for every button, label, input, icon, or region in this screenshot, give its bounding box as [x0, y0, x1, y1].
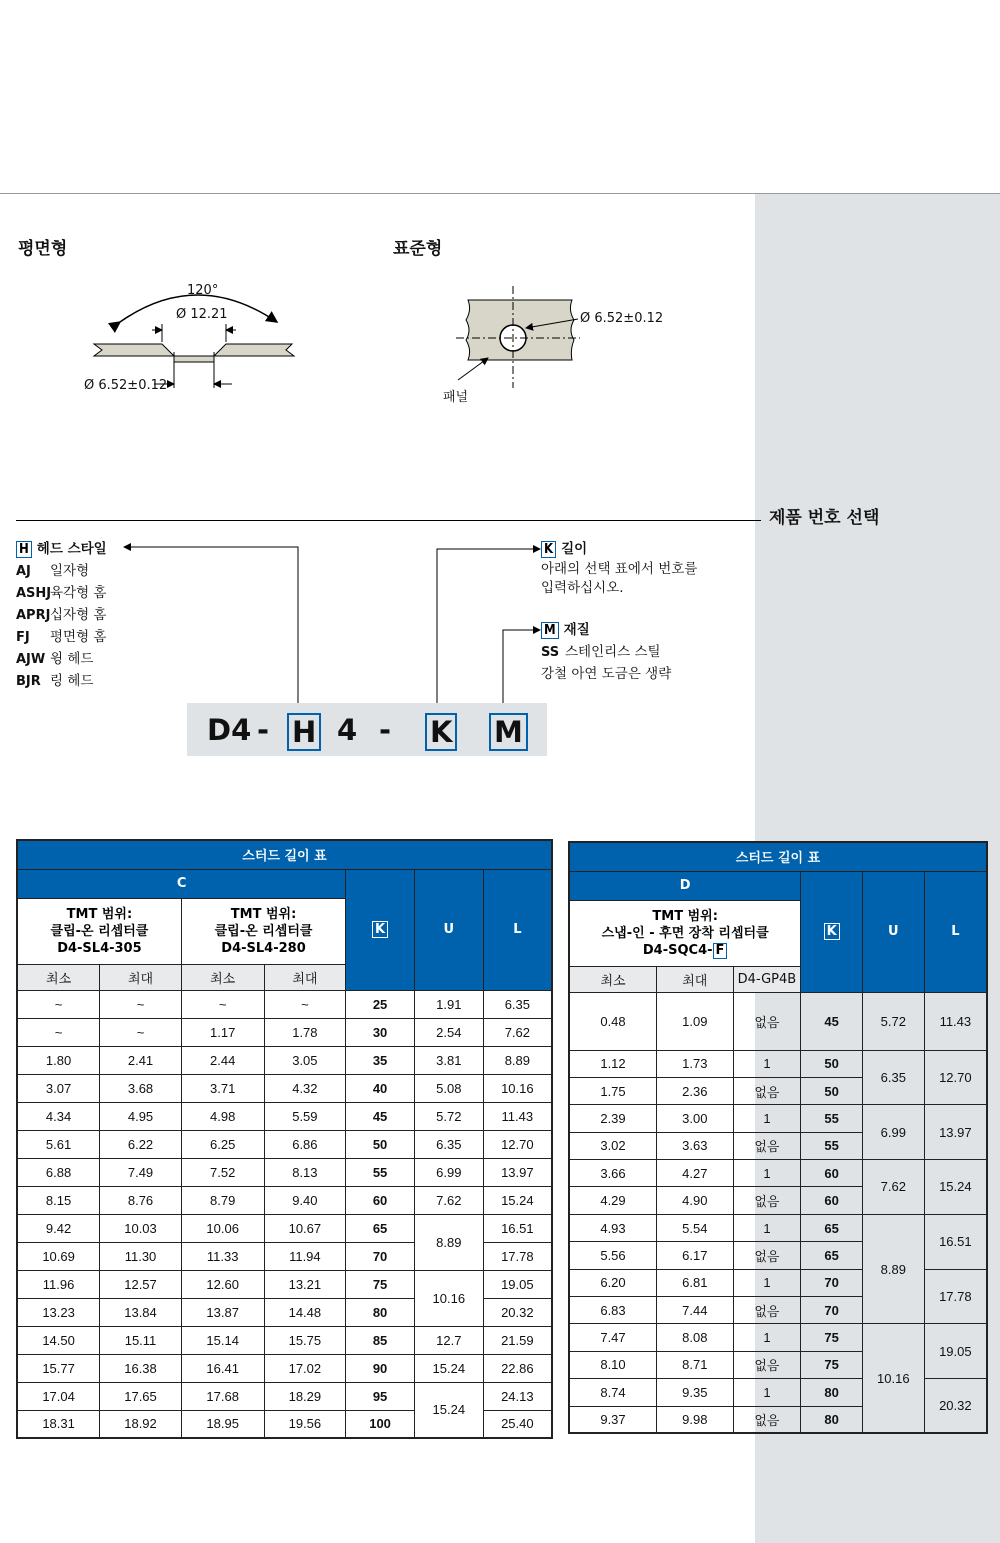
table-cell: 80 — [801, 1379, 863, 1406]
table-cell: 2.36 — [657, 1077, 734, 1104]
material-title: 재질 — [563, 622, 590, 638]
table-c-u-header: U — [414, 869, 483, 990]
table-row — [17, 1382, 552, 1410]
table-cell: 5.59 — [264, 1102, 346, 1130]
table-cell: 45 — [801, 992, 863, 1050]
table-row — [569, 992, 987, 1050]
table-row — [17, 1130, 552, 1158]
table-cell: 8.79 — [181, 1186, 264, 1214]
table-cell: 17.04 — [17, 1382, 100, 1410]
standard-diameter-label: Ø 6.52±0.12 — [580, 311, 664, 326]
table-cell: 15.24 — [414, 1354, 483, 1382]
length-desc: 입력하십시오. — [541, 580, 624, 596]
pn-material-box: M — [489, 713, 528, 751]
head-option: BJR 링 헤드 — [16, 673, 94, 689]
table-cell: 11.43 — [483, 1102, 552, 1130]
table-cell: 15.24 — [483, 1186, 552, 1214]
table-cell: 9.98 — [657, 1406, 734, 1433]
table-cell: 19.05 — [924, 1324, 987, 1379]
table-cell: 6.81 — [657, 1269, 734, 1296]
table-cell: 11.94 — [264, 1242, 346, 1270]
table-cell: 13.84 — [100, 1298, 182, 1326]
table-cell: 8.89 — [483, 1046, 552, 1074]
table-cell: 19.56 — [264, 1410, 346, 1438]
table-row — [17, 1326, 552, 1354]
table-cell: 1 — [733, 1214, 801, 1241]
table-d-min: 최소 — [569, 966, 657, 992]
table-cell: 5.54 — [657, 1214, 734, 1241]
table-cell: 16.38 — [100, 1354, 182, 1382]
table-cell: 60 — [801, 1187, 863, 1214]
table-cell: 24.13 — [483, 1382, 552, 1410]
table-row — [17, 1102, 552, 1130]
table-cell: 4.93 — [569, 1214, 657, 1241]
table-cell: 없음 — [733, 1132, 801, 1159]
table-cell: 20.32 — [924, 1379, 987, 1434]
table-cell: 4.98 — [181, 1102, 264, 1130]
pn-size: 4 — [337, 713, 358, 747]
table-d-group: D — [569, 871, 801, 900]
table-cell: 13.97 — [924, 1105, 987, 1160]
table-cell: 4.27 — [657, 1160, 734, 1187]
standard-type-title: 표준형 — [393, 239, 443, 259]
table-cell: 6.99 — [862, 1105, 924, 1160]
table-cell: 6.20 — [569, 1269, 657, 1296]
table-cell: 없음 — [733, 1351, 801, 1378]
table-row — [569, 1269, 987, 1296]
table-cell: 7.44 — [657, 1297, 734, 1324]
table-cell: 2.44 — [181, 1046, 264, 1074]
table-cell: 75 — [801, 1324, 863, 1351]
table-d-k-header: K — [801, 871, 863, 992]
head-option: FJ 평면형 홈 — [16, 629, 107, 645]
table-cell: 50 — [801, 1077, 863, 1104]
pn-prefix: D4 — [207, 713, 252, 747]
table-cell: 3.81 — [414, 1046, 483, 1074]
table-cell: 4.95 — [100, 1102, 182, 1130]
table-cell: 7.52 — [181, 1158, 264, 1186]
table-cell: 90 — [346, 1354, 415, 1382]
table-cell: 17.78 — [924, 1269, 987, 1324]
table-d-col-title: TMT 범위: 스냅-인 - 후면 장착 리셉터클 D4-SQC4- F — [569, 900, 801, 966]
table-c-max: 최대 — [100, 964, 182, 990]
table-row — [17, 1270, 552, 1298]
table-cell: 2.39 — [569, 1105, 657, 1132]
table-cell: 7.49 — [100, 1158, 182, 1186]
table-cell: 16.51 — [483, 1214, 552, 1242]
table-cell: 없음 — [733, 1406, 801, 1433]
table-row — [569, 1050, 987, 1077]
table-row — [17, 1214, 552, 1242]
flat-top-diameter-label: Ø 12.21 — [176, 307, 228, 322]
table-cell: 1 — [733, 1324, 801, 1351]
table-cell: 13.21 — [264, 1270, 346, 1298]
table-cell: 5.72 — [862, 992, 924, 1050]
table-cell: 11.33 — [181, 1242, 264, 1270]
table-row — [17, 1046, 552, 1074]
table-cell: 6.35 — [483, 990, 552, 1018]
table-row — [17, 1158, 552, 1186]
table-cell: 1 — [733, 1379, 801, 1406]
table-c-min: 최소 — [181, 964, 264, 990]
table-cell: 80 — [346, 1298, 415, 1326]
table-cell: 17.65 — [100, 1382, 182, 1410]
table-cell: 7.62 — [862, 1160, 924, 1215]
table-cell: ~ — [100, 990, 182, 1018]
length-desc: 아래의 선택 표에서 번호를 — [541, 561, 698, 577]
table-cell: 3.71 — [181, 1074, 264, 1102]
table-cell: 9.42 — [17, 1214, 100, 1242]
table-cell: 65 — [346, 1214, 415, 1242]
table-cell: 17.78 — [483, 1242, 552, 1270]
table-cell: 8.89 — [414, 1214, 483, 1270]
table-cell: 18.92 — [100, 1410, 182, 1438]
table-cell: 5.72 — [414, 1102, 483, 1130]
table-cell: 5.56 — [569, 1242, 657, 1269]
table-cell: 8.13 — [264, 1158, 346, 1186]
table-cell: 3.02 — [569, 1132, 657, 1159]
table-cell: 4.29 — [569, 1187, 657, 1214]
material-option: SS 스테인리스 스틸 — [541, 644, 661, 660]
table-cell: 12.70 — [483, 1130, 552, 1158]
table-cell: ~ — [181, 990, 264, 1018]
table-cell: 4.32 — [264, 1074, 346, 1102]
table-cell: 45 — [346, 1102, 415, 1130]
table-cell: 12.7 — [414, 1326, 483, 1354]
table-cell: 1.75 — [569, 1077, 657, 1104]
table-cell: 13.23 — [17, 1298, 100, 1326]
table-cell: 0.48 — [569, 992, 657, 1050]
table-cell: 70 — [346, 1242, 415, 1270]
table-cell: 15.77 — [17, 1354, 100, 1382]
head-style-group — [16, 538, 107, 692]
table-cell: 14.50 — [17, 1326, 100, 1354]
flat-type-title: 평면형 — [18, 239, 68, 259]
table-cell: 11.30 — [100, 1242, 182, 1270]
table-cell: 8.89 — [862, 1214, 924, 1324]
table-cell: 1 — [733, 1105, 801, 1132]
table-cell: 18.29 — [264, 1382, 346, 1410]
table-d-gp: D4-GP4B — [733, 966, 801, 992]
table-d-l-header: L — [924, 871, 987, 992]
table-cell: 1 — [733, 1160, 801, 1187]
table-cell: 15.24 — [924, 1160, 987, 1215]
table-cell: ~ — [264, 990, 346, 1018]
table-cell: 5.61 — [17, 1130, 100, 1158]
table-cell: 8.71 — [657, 1351, 734, 1378]
length-box: K — [541, 541, 556, 558]
table-cell: 12.60 — [181, 1270, 264, 1298]
table-cell: 13.97 — [483, 1158, 552, 1186]
table-c-group: C — [17, 869, 346, 898]
table-d-max: 최대 — [657, 966, 734, 992]
table-cell: 15.75 — [264, 1326, 346, 1354]
table-cell: ~ — [17, 1018, 100, 1046]
table-cell: 3.66 — [569, 1160, 657, 1187]
table-cell: 7.47 — [569, 1324, 657, 1351]
table-cell: 없음 — [733, 1297, 801, 1324]
table-cell: 8.74 — [569, 1379, 657, 1406]
table-cell: 13.87 — [181, 1298, 264, 1326]
table-cell: 6.25 — [181, 1130, 264, 1158]
table-c-col1-title: TMT 범위: 클립-온 리셉터클 D4-SL4-305 — [17, 898, 181, 964]
table-cell: 20.32 — [483, 1298, 552, 1326]
table-cell: 70 — [801, 1269, 863, 1296]
table-cell: 10.16 — [414, 1270, 483, 1326]
table-cell: 3.05 — [264, 1046, 346, 1074]
panel-label: 패널 — [443, 390, 469, 405]
table-cell: 3.68 — [100, 1074, 182, 1102]
table-cell: 9.37 — [569, 1406, 657, 1433]
table-cell: 15.11 — [100, 1326, 182, 1354]
table-row — [569, 1324, 987, 1351]
material-box: M — [541, 622, 559, 639]
table-cell: 50 — [801, 1050, 863, 1077]
selector-title: 제품 번호 선택 — [769, 508, 880, 528]
table-c-k-header: K — [346, 869, 415, 990]
table-cell: 6.17 — [657, 1242, 734, 1269]
head-option: ASHJ육각형 홈 — [16, 585, 107, 601]
table-cell: 1 — [733, 1269, 801, 1296]
table-cell: 10.03 — [100, 1214, 182, 1242]
table-cell: 17.68 — [181, 1382, 264, 1410]
table-cell: 25.40 — [483, 1410, 552, 1438]
head-option: APRJ십자형 홈 — [16, 607, 107, 623]
table-cell: 10.16 — [483, 1074, 552, 1102]
table-row — [569, 1105, 987, 1132]
table-cell: 1.80 — [17, 1046, 100, 1074]
table-cell: 11.43 — [924, 992, 987, 1050]
table-row — [17, 990, 552, 1018]
table-row — [17, 1074, 552, 1102]
part-number-bar — [187, 703, 547, 756]
table-cell: 7.62 — [483, 1018, 552, 1046]
table-c-max: 최대 — [264, 964, 346, 990]
table-cell: 12.57 — [100, 1270, 182, 1298]
table-cell: 10.67 — [264, 1214, 346, 1242]
table-cell: 40 — [346, 1074, 415, 1102]
head-style-title: 헤드 스타일 — [36, 541, 107, 557]
pn-dash: - — [257, 713, 270, 747]
table-cell: 5.08 — [414, 1074, 483, 1102]
length-title: 길이 — [561, 541, 588, 557]
table-cell: 7.62 — [414, 1186, 483, 1214]
head-option: AJW 윙 헤드 — [16, 651, 94, 667]
table-cell: 80 — [801, 1406, 863, 1433]
table-d-u-header: U — [862, 871, 924, 992]
table-row — [569, 1160, 987, 1187]
table-row — [569, 1379, 987, 1406]
table-cell: 17.02 — [264, 1354, 346, 1382]
table-cell: 65 — [801, 1214, 863, 1241]
table-cell: 9.40 — [264, 1186, 346, 1214]
stud-length-table-d — [568, 841, 988, 1434]
stud-length-table-c — [16, 839, 553, 1439]
top-divider — [0, 193, 1000, 194]
table-cell: 85 — [346, 1326, 415, 1354]
table-cell: 15.14 — [181, 1326, 264, 1354]
table-cell: 16.41 — [181, 1354, 264, 1382]
material-group — [541, 619, 671, 685]
table-cell: 95 — [346, 1382, 415, 1410]
head-option: AJ 일자형 — [16, 563, 90, 579]
table-cell: 8.10 — [569, 1351, 657, 1378]
table-cell: 3.00 — [657, 1105, 734, 1132]
table-cell: 10.69 — [17, 1242, 100, 1270]
table-c-title: 스터드 길이 표 — [17, 840, 552, 869]
table-cell: 18.31 — [17, 1410, 100, 1438]
table-cell: 30 — [346, 1018, 415, 1046]
table-cell: 14.48 — [264, 1298, 346, 1326]
table-cell: 50 — [346, 1130, 415, 1158]
table-cell: 6.88 — [17, 1158, 100, 1186]
table-cell: 21.59 — [483, 1326, 552, 1354]
table-row — [17, 1018, 552, 1046]
table-cell: 2.41 — [100, 1046, 182, 1074]
table-cell: 65 — [801, 1242, 863, 1269]
head-style-box: H — [16, 541, 32, 558]
table-cell: 55 — [346, 1158, 415, 1186]
table-cell: 16.51 — [924, 1214, 987, 1269]
flat-bottom-diameter-label: Ø 6.52±0.12 — [84, 378, 168, 393]
table-cell: 55 — [801, 1132, 863, 1159]
table-cell: 25 — [346, 990, 415, 1018]
table-cell: 4.34 — [17, 1102, 100, 1130]
table-cell: 75 — [346, 1270, 415, 1298]
table-cell: 9.35 — [657, 1379, 734, 1406]
table-cell: 없음 — [733, 1242, 801, 1269]
table-cell: 60 — [346, 1186, 415, 1214]
table-cell: 11.96 — [17, 1270, 100, 1298]
table-row — [569, 1214, 987, 1241]
table-cell: 1.17 — [181, 1018, 264, 1046]
table-cell: 8.15 — [17, 1186, 100, 1214]
table-cell: 6.99 — [414, 1158, 483, 1186]
table-cell: 60 — [801, 1160, 863, 1187]
table-cell: 8.76 — [100, 1186, 182, 1214]
table-cell: 1.09 — [657, 992, 734, 1050]
table-cell: 없음 — [733, 992, 801, 1050]
table-cell: 6.83 — [569, 1297, 657, 1324]
table-cell: ~ — [100, 1018, 182, 1046]
table-cell: 1.12 — [569, 1050, 657, 1077]
table-cell: 6.22 — [100, 1130, 182, 1158]
pn-head-box: H — [287, 713, 321, 751]
table-cell: 19.05 — [483, 1270, 552, 1298]
table-cell: 15.24 — [414, 1382, 483, 1438]
table-cell: 10.06 — [181, 1214, 264, 1242]
table-cell: 1 — [733, 1050, 801, 1077]
table-cell: 6.86 — [264, 1130, 346, 1158]
table-cell: 22.86 — [483, 1354, 552, 1382]
pn-length-box: K — [425, 713, 457, 751]
table-cell: 70 — [801, 1297, 863, 1324]
table-row — [17, 1186, 552, 1214]
table-cell: 6.35 — [414, 1130, 483, 1158]
table-row — [17, 1354, 552, 1382]
table-d-title: 스터드 길이 표 — [569, 842, 987, 871]
table-cell: 35 — [346, 1046, 415, 1074]
pn-dash: - — [379, 713, 392, 747]
table-cell: 18.95 — [181, 1410, 264, 1438]
table-c-min: 최소 — [17, 964, 100, 990]
table-cell: 4.90 — [657, 1187, 734, 1214]
material-desc: 강철 아연 도금은 생략 — [541, 666, 672, 682]
table-cell: 12.70 — [924, 1050, 987, 1105]
table-cell: 2.54 — [414, 1018, 483, 1046]
table-cell: 100 — [346, 1410, 415, 1438]
table-cell: 1.73 — [657, 1050, 734, 1077]
table-cell: 3.07 — [17, 1074, 100, 1102]
table-cell: 10.16 — [862, 1324, 924, 1434]
table-cell: 8.08 — [657, 1324, 734, 1351]
table-c-col2-title: TMT 범위: 클립-온 리셉터클 D4-SL4-280 — [181, 898, 345, 964]
table-cell: 6.35 — [862, 1050, 924, 1105]
table-cell: 1.78 — [264, 1018, 346, 1046]
table-cell: 없음 — [733, 1077, 801, 1104]
table-cell: 1.91 — [414, 990, 483, 1018]
standard-type-drawing — [440, 280, 600, 390]
table-c-l-header: L — [483, 869, 552, 990]
length-group — [541, 538, 697, 598]
table-cell: 없음 — [733, 1187, 801, 1214]
flat-angle-label: 120° — [187, 283, 219, 298]
table-cell: 75 — [801, 1351, 863, 1378]
table-cell: 55 — [801, 1105, 863, 1132]
table-cell: 3.63 — [657, 1132, 734, 1159]
table-cell: ~ — [17, 990, 100, 1018]
